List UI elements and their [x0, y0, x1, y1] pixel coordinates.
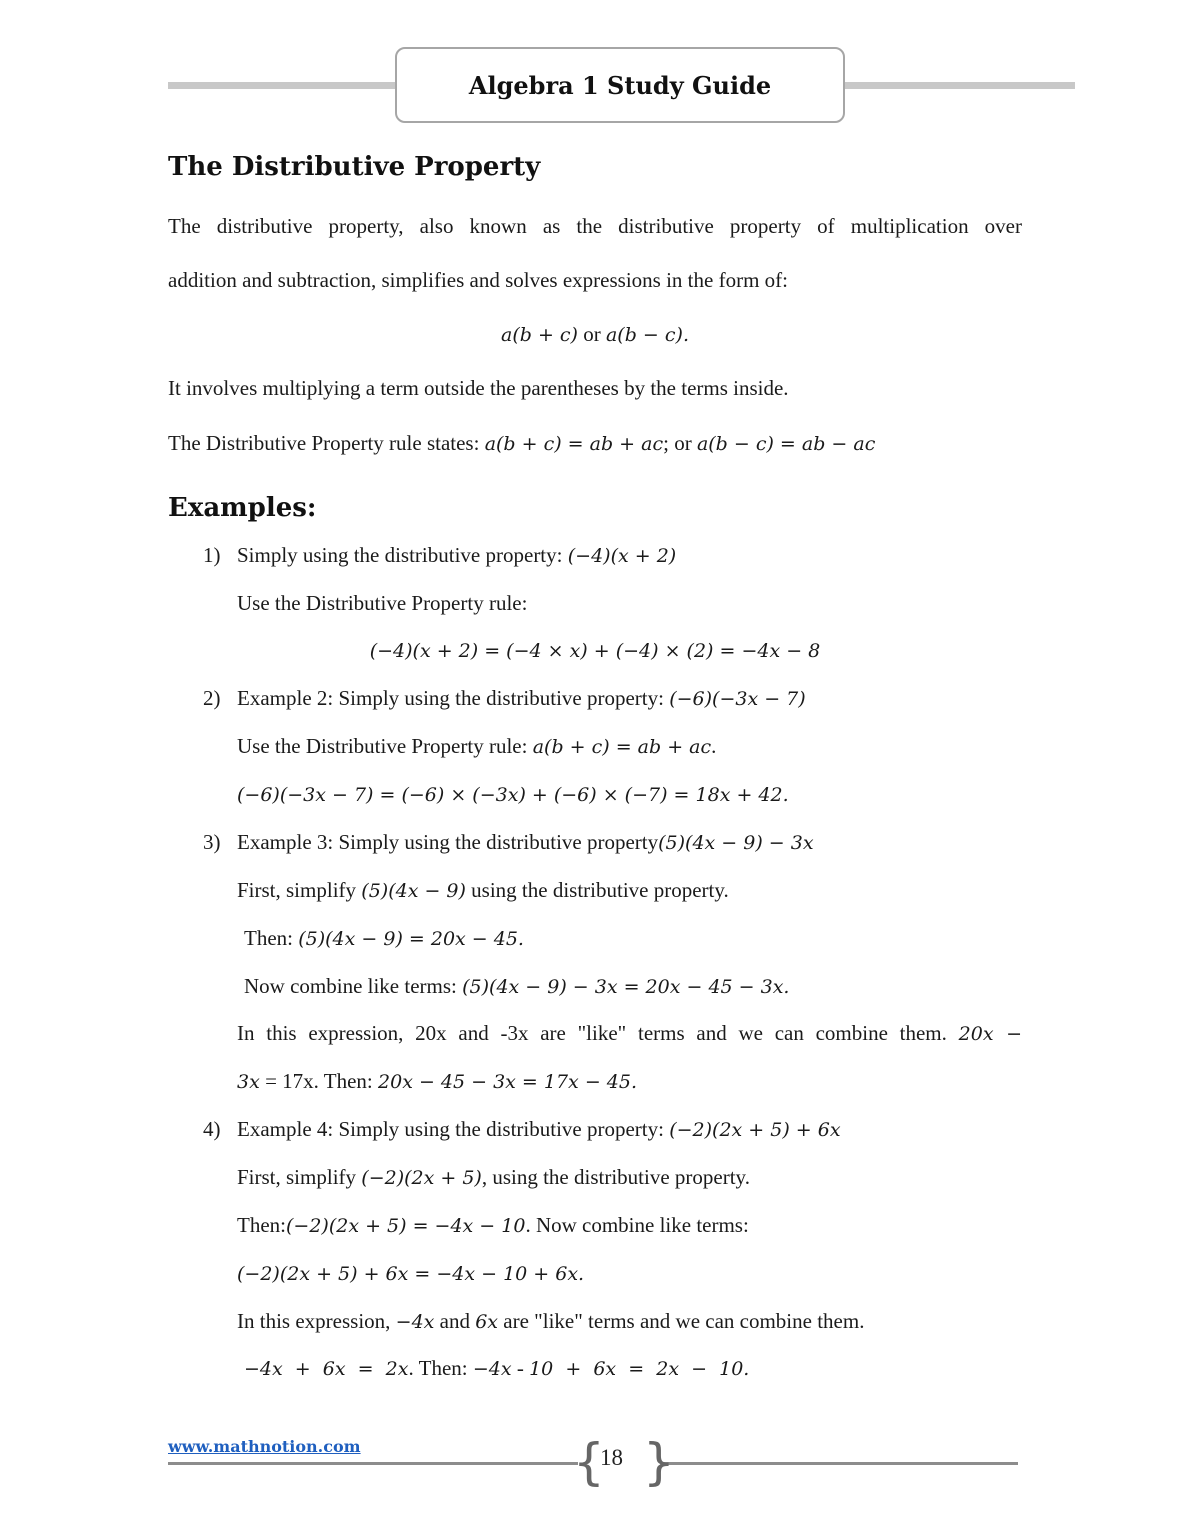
example-1-step-2 [168, 636, 1022, 665]
example-3-step-1-expr: (5)(4x − 9) [361, 880, 466, 902]
example-3-prompt-expr: (5)(4x − 9) − 3x [658, 832, 814, 854]
form-expr-2: a(b − c). [605, 324, 689, 346]
example-3-step-3-expr: (5)(4x − 9) − 3x = 20x − 45 − 3x. [462, 976, 790, 998]
section-title: The Distributive Property [168, 152, 541, 182]
rule-prefix: The Distributive Property rule states: [168, 431, 485, 455]
example-4-step-5-expr-1: −4x + 6x = 2x [244, 1358, 409, 1380]
example-4-step-1-expr: (−2)(2x + 5) [361, 1167, 482, 1189]
example-2-prompt [237, 684, 806, 713]
example-3-step-3 [244, 972, 789, 1001]
example-4-step-1 [237, 1163, 750, 1192]
example-3-step-4 [237, 1019, 1022, 1048]
example-3-prompt [237, 828, 814, 857]
example-3-step-5-expr: 20x − 45 − 3x = 17x − 45. [378, 1071, 637, 1093]
examples-title: Examples: [168, 493, 317, 523]
example-3-step-2-a: Then: [244, 926, 299, 950]
example-3-step-5 [237, 1067, 637, 1096]
example-4-step-4-a: In this expression, [237, 1309, 396, 1333]
page-number: 18 [600, 1445, 623, 1470]
example-1-prompt-text: Simply using the distributive property: [237, 543, 568, 567]
example-4-step-1-a: First, simplify [237, 1165, 362, 1189]
header-title-box [395, 47, 845, 123]
example-3-step-3-a: Now combine like terms: [244, 974, 463, 998]
example-3-step-4-a: In this expression, 20x and -3x are "like" terms and we can combine them. [237, 1021, 959, 1045]
example-4-number: 4) [203, 1117, 221, 1141]
footer-rule-right [660, 1462, 1018, 1465]
right-brace-icon: } [643, 1433, 675, 1491]
example-4-prompt-expr: (−2)(2x + 5) + 6x [669, 1119, 841, 1141]
example-2-step-1-text: Use the Distributive Property rule: [237, 734, 533, 758]
left-brace-icon: { [573, 1433, 605, 1491]
example-3-step-1 [237, 876, 729, 905]
rule-expr-1: a(b + c) = ab + ac [484, 433, 664, 455]
example-1-step-2-expr: (−4)(x + 2) = (−4 × x) + (−4) × (2) = −4x − 8 [369, 640, 821, 662]
example-4-step-1-b: , using the distributive property. [481, 1165, 750, 1189]
intro-line-2: addition and subtraction, simplifies and solves expressions in the form of: [168, 268, 788, 292]
example-4-step-5-c: - [511, 1356, 530, 1380]
example-2-prompt-text: Example 2: Simply using the distributive property: [237, 686, 670, 710]
example-4-step-4-b: and [434, 1309, 476, 1333]
rule-statement [168, 429, 875, 458]
example-3-step-5-expr-a: 3x [237, 1071, 260, 1093]
rule-expr-2: a(b − c) = ab − ac [696, 433, 876, 455]
example-2-step-1-expr: a(b + c) = ab + ac [532, 736, 712, 758]
example-2-step-2 [237, 780, 789, 809]
example-4-prompt-text: Example 4: Simply using the distributive property: [237, 1117, 670, 1141]
example-4-step-4-expr-1: −4x [395, 1311, 435, 1333]
example-4-step-5 [244, 1354, 749, 1383]
example-3-prompt-text: Example 3: Simply using the distributive property [237, 830, 659, 854]
example-3-step-5-b: = 17x. Then: [259, 1069, 379, 1093]
form-or: or [577, 322, 606, 346]
example-4-step-2 [237, 1211, 749, 1240]
example-2-number: 2) [203, 686, 221, 710]
header-rule-right [845, 82, 1075, 89]
example-4-prompt [237, 1115, 841, 1144]
example-3-step-1-a: First, simplify [237, 878, 362, 902]
example-3-number: 3) [203, 830, 221, 854]
example-2-prompt-expr: (−6)(−3x − 7) [669, 688, 806, 710]
example-2-step-1 [237, 732, 716, 761]
example-4-step-2-b: . Now combine like terms: [525, 1213, 749, 1237]
example-1-prompt [237, 541, 676, 570]
form-expr-1: a(b + c) [501, 324, 578, 346]
example-1-step-1: Use the Distributive Property rule: [237, 591, 528, 615]
example-4-step-5-b: . Then: [408, 1356, 473, 1380]
example-4-step-3 [237, 1259, 584, 1288]
example-4-step-4-c: are "like" terms and we can combine them. [498, 1309, 865, 1333]
example-3-step-2-expr: (5)(4x − 9) = 20x − 45. [298, 928, 524, 950]
example-3-step-2 [244, 924, 524, 953]
example-1-number: 1) [203, 543, 221, 567]
example-3-step-4-expr: 20x − [958, 1023, 1022, 1045]
example-1-prompt-expr: (−4)(x + 2) [567, 545, 677, 567]
example-4-step-2-expr: (−2)(2x + 5) = −4x − 10 [285, 1215, 526, 1237]
example-2-step-1-end: . [711, 734, 717, 758]
footer-rule-left [168, 1462, 578, 1465]
involves-text: It involves multiplying a term outside the parentheses by the terms inside. [168, 376, 789, 400]
example-4-step-4 [237, 1307, 864, 1336]
rule-mid: ; or [663, 431, 697, 455]
example-4-step-2-a: Then: [237, 1213, 286, 1237]
example-4-step-4-expr-2: 6x [475, 1311, 499, 1333]
example-4-step-5-expr-2: −4x [472, 1358, 512, 1380]
footer-website-link[interactable]: www.mathnotion.com [168, 1437, 361, 1456]
form-expression [168, 320, 1022, 349]
header-title: Algebra 1 Study Guide [468, 70, 772, 100]
example-4-step-5-expr-3: 10 + 6x = 2x − 10. [529, 1358, 750, 1380]
header-rule-left [168, 82, 396, 89]
example-4-step-3-expr: (−2)(2x + 5) + 6x = −4x − 10 + 6x. [237, 1263, 585, 1285]
intro-line-1: The distributive property, also known as the distributive property of multiplication over [168, 214, 1022, 238]
example-3-step-1-b: using the distributive property. [465, 878, 729, 902]
example-2-step-2-expr: (−6)(−3x − 7) = (−6) × (−3x) + (−6) × (−7) = 18x + 42. [237, 784, 789, 806]
